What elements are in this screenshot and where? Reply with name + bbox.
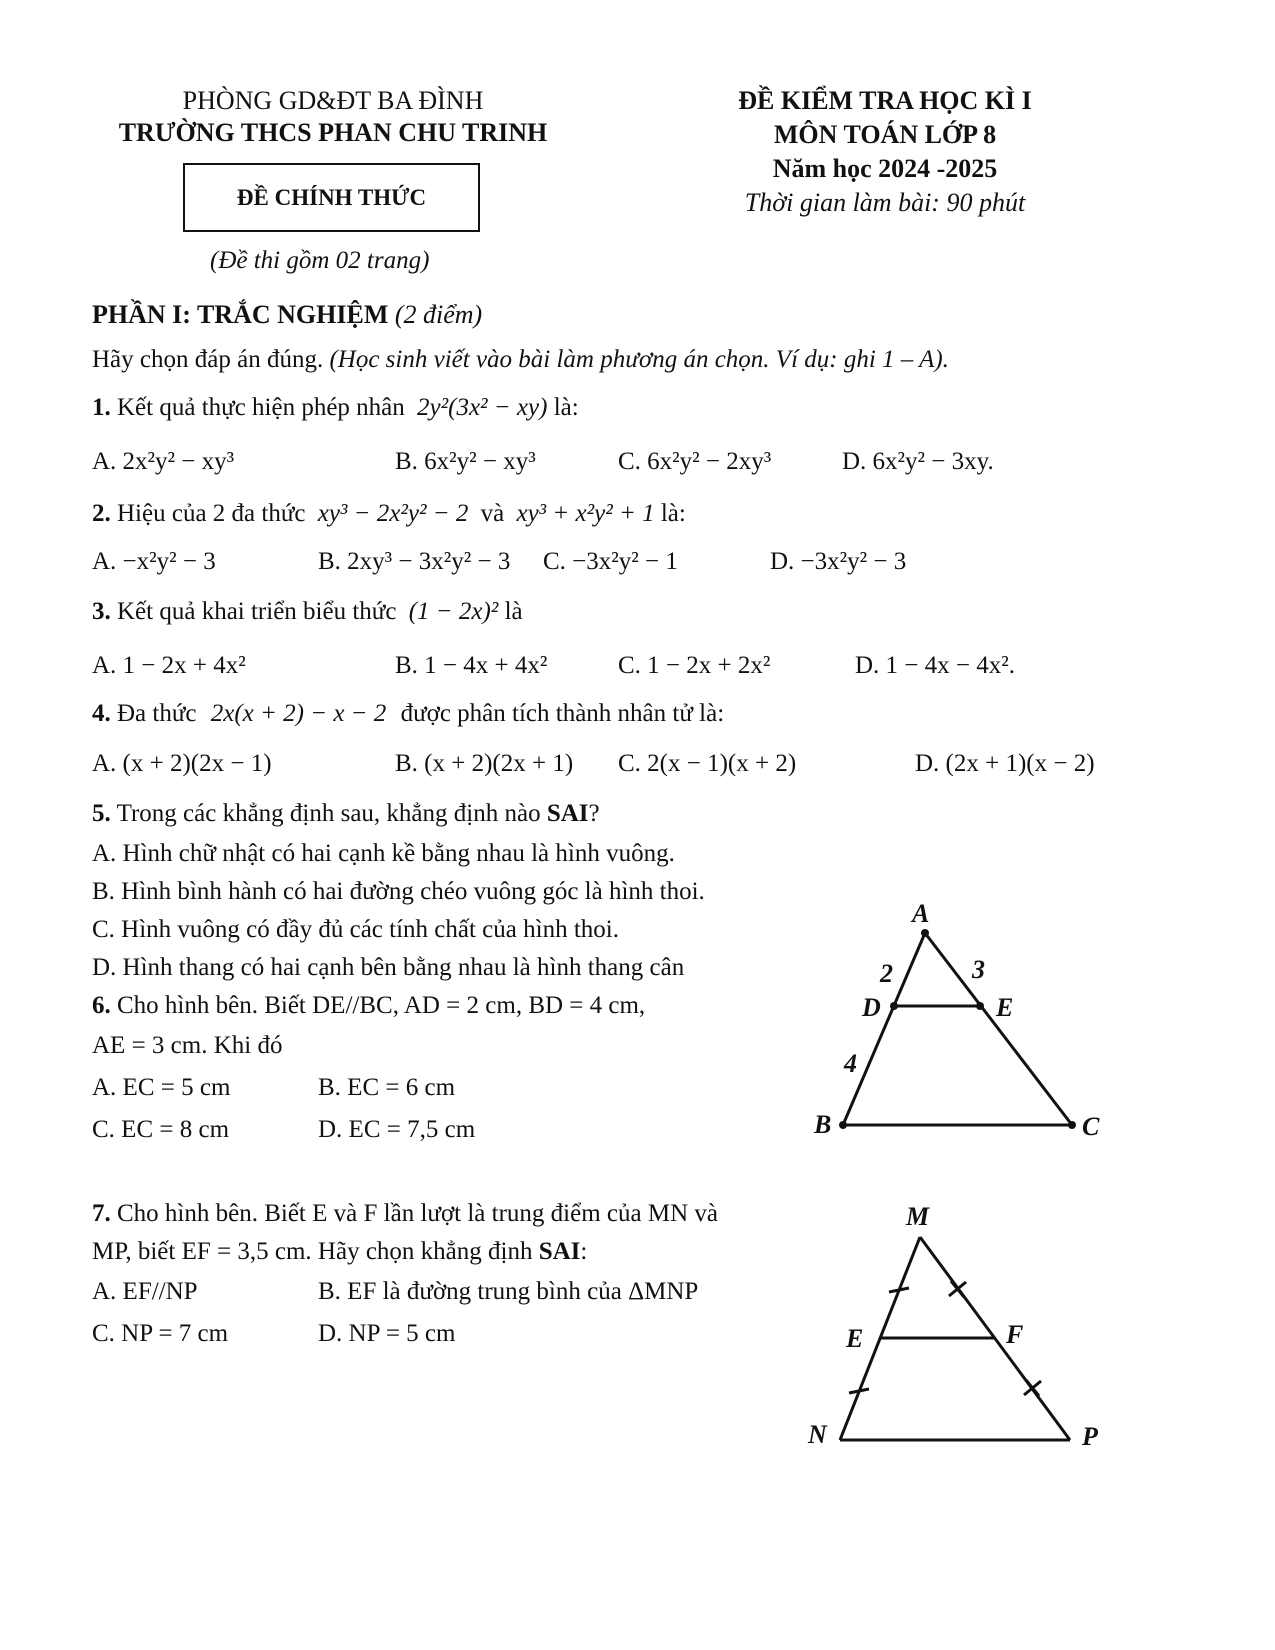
question-expression: (1 − 2x)²	[408, 598, 499, 625]
q7-option-c: C. NP = 7 cm	[92, 1320, 229, 1347]
point-a	[921, 929, 929, 937]
section-instruction	[92, 346, 949, 374]
q4-option-b: B. (x + 2)(2x + 1)	[395, 750, 574, 777]
question-number: 1.	[92, 394, 111, 421]
question-mid: và	[480, 500, 505, 527]
question-6	[92, 992, 645, 1020]
question-number: 3.	[92, 598, 111, 625]
question-number: 6.	[92, 992, 111, 1019]
label-e: E	[996, 993, 1014, 1022]
q7-option-a: A. EF//NP	[92, 1278, 198, 1305]
question-number: 2.	[92, 500, 111, 527]
label-length-bd: 4	[844, 1049, 857, 1078]
question-tail: được phân tích thành nhân tử là:	[400, 700, 725, 727]
question-text-2: MP, biết EF = 3,5 cm. Hãy chọn khẳng định	[92, 1238, 533, 1265]
q4-option-c: C. 2(x − 1)(x + 2)	[618, 750, 797, 777]
q5-option-b: B. Hình bình hành có hai đường chéo vuông góc là hình thoi.	[92, 878, 705, 905]
label-b: B	[814, 1110, 832, 1139]
q2-option-d: D. −3x²y² − 3	[770, 548, 907, 575]
section-title	[92, 300, 482, 330]
section-title-text: PHẦN I: TRẮC NGHIỆM	[92, 300, 389, 329]
label-d: D	[862, 993, 881, 1022]
triangle-mnp-figure	[800, 1195, 1130, 1470]
q6-option-c: C. EC = 8 cm	[92, 1116, 230, 1143]
q5-option-d: D. Hình thang có hai cạnh bên bằng nhau là hình thang cân	[92, 954, 685, 981]
question-tail: là:	[660, 500, 686, 527]
question-text: Đa thức	[117, 700, 197, 727]
label-f: F	[1006, 1320, 1024, 1349]
q1-option-d: D. 6x²y² − 3xy.	[842, 448, 994, 475]
question-text: Kết quả khai triển biểu thức	[117, 598, 397, 625]
question-tail: :	[580, 1238, 588, 1265]
point-b	[839, 1121, 847, 1129]
official-label: ĐỀ CHÍNH THỨC	[236, 185, 427, 210]
question-expression-2: xy³ + x²y² + 1	[516, 500, 655, 527]
question-7	[92, 1200, 718, 1228]
question-expression: xy³ − 2x²y² − 2	[317, 500, 469, 527]
label-p: P	[1082, 1422, 1098, 1451]
label-length-ad: 2	[880, 959, 893, 988]
q5-option-a: A. Hình chữ nhật có hai cạnh kề bằng nhau là hình vuông.	[92, 840, 675, 867]
q1-option-a: A. 2x²y² − xy³	[92, 448, 235, 475]
label-c: C	[1082, 1112, 1100, 1141]
question-number: 5.	[92, 800, 111, 827]
question-3	[92, 598, 523, 626]
question-6-line-2: AE = 3 cm. Khi đó	[92, 1032, 283, 1059]
label-length-ae: 3	[972, 955, 985, 984]
question-emphasis: SAI	[546, 800, 589, 827]
point-d	[890, 1002, 898, 1010]
q2-option-c: C. −3x²y² − 1	[543, 548, 678, 575]
q1-option-b: B. 6x²y² − xy³	[395, 448, 536, 475]
instruction-lead: Hãy chọn đáp án đúng.	[92, 346, 324, 373]
tick-en	[849, 1389, 869, 1393]
q5-option-c: C. Hình vuông có đầy đủ các tính chất của hình thoi.	[92, 916, 619, 943]
segment-ac	[925, 933, 1072, 1125]
question-tail: là:	[553, 394, 579, 421]
exam-duration: Thời gian làm bài: 90 phút	[744, 188, 1026, 217]
instruction-note: (Học sinh viết vào bài làm phương án chọn. Ví dụ: ghi 1 – A).	[329, 346, 949, 373]
q3-option-d: D. 1 − 4x − 4x².	[855, 652, 1015, 679]
header-department: PHÒNG GD&ĐT BA ĐÌNH	[182, 86, 484, 115]
q7-option-b: B. EF là đường trung bình của ΔMNP	[318, 1278, 699, 1305]
label-m: M	[906, 1202, 930, 1231]
q6-option-b: B. EC = 6 cm	[318, 1074, 456, 1101]
q6-option-d: D. EC = 7,5 cm	[318, 1116, 476, 1143]
q4-option-a: A. (x + 2)(2x − 1)	[92, 750, 272, 777]
question-7-line-2	[92, 1238, 587, 1266]
question-text: Trong các khẳng định sau, khẳng định nào	[116, 800, 541, 827]
header-school: TRƯỜNG THCS PHAN CHU TRINH	[118, 118, 548, 147]
exam-year: Năm học 2024 -2025	[772, 154, 998, 183]
question-text: Cho hình bên. Biết DE//BC, AD = 2 cm, BD = 4 cm,	[117, 992, 646, 1019]
point-c	[1068, 1121, 1076, 1129]
official-stamp-box	[183, 163, 480, 232]
question-4	[92, 700, 724, 728]
question-text: Kết quả thực hiện phép nhân	[117, 394, 405, 421]
question-tail: là	[504, 598, 523, 625]
question-tail: ?	[588, 800, 600, 827]
label-e: E	[846, 1324, 864, 1353]
question-emphasis: SAI	[538, 1238, 581, 1265]
label-n: N	[808, 1420, 827, 1449]
q3-option-b: B. 1 − 4x + 4x²	[395, 652, 548, 679]
label-a: A	[912, 899, 930, 928]
question-text: Hiệu của 2 đa thức	[117, 500, 306, 527]
question-expression: 2y²(3x² − xy)	[417, 394, 548, 421]
question-number: 7.	[92, 1200, 111, 1227]
q1-option-c: C. 6x²y² − 2xy³	[618, 448, 772, 475]
q3-option-a: A. 1 − 2x + 4x²	[92, 652, 246, 679]
q2-option-a: A. −x²y² − 3	[92, 548, 216, 575]
q4-option-d: D. (2x + 1)(x − 2)	[915, 750, 1095, 777]
section-points: (2 điểm)	[394, 300, 483, 329]
question-number: 4.	[92, 700, 111, 727]
exam-title: ĐỀ KIỂM TRA HỌC KÌ I	[738, 86, 1032, 115]
question-2	[92, 500, 686, 528]
q3-option-c: C. 1 − 2x + 2x²	[618, 652, 771, 679]
q2-option-b: B. 2xy³ − 3x²y² − 3	[318, 548, 511, 575]
triangle-abc-figure	[800, 890, 1130, 1165]
question-1	[92, 394, 579, 422]
exam-subject: MÔN TOÁN LỚP 8	[773, 120, 997, 149]
q6-option-a: A. EC = 5 cm	[92, 1074, 231, 1101]
tick-me	[889, 1288, 909, 1292]
question-expression: 2x(x + 2) − x − 2	[210, 700, 387, 727]
pages-note: (Đề thi gồm 02 trang)	[210, 247, 430, 274]
question-text: Cho hình bên. Biết E và F lần lượt là trung điểm của MN và	[117, 1200, 718, 1227]
question-5	[92, 800, 600, 828]
q7-option-d: D. NP = 5 cm	[318, 1320, 456, 1347]
point-e	[976, 1002, 984, 1010]
